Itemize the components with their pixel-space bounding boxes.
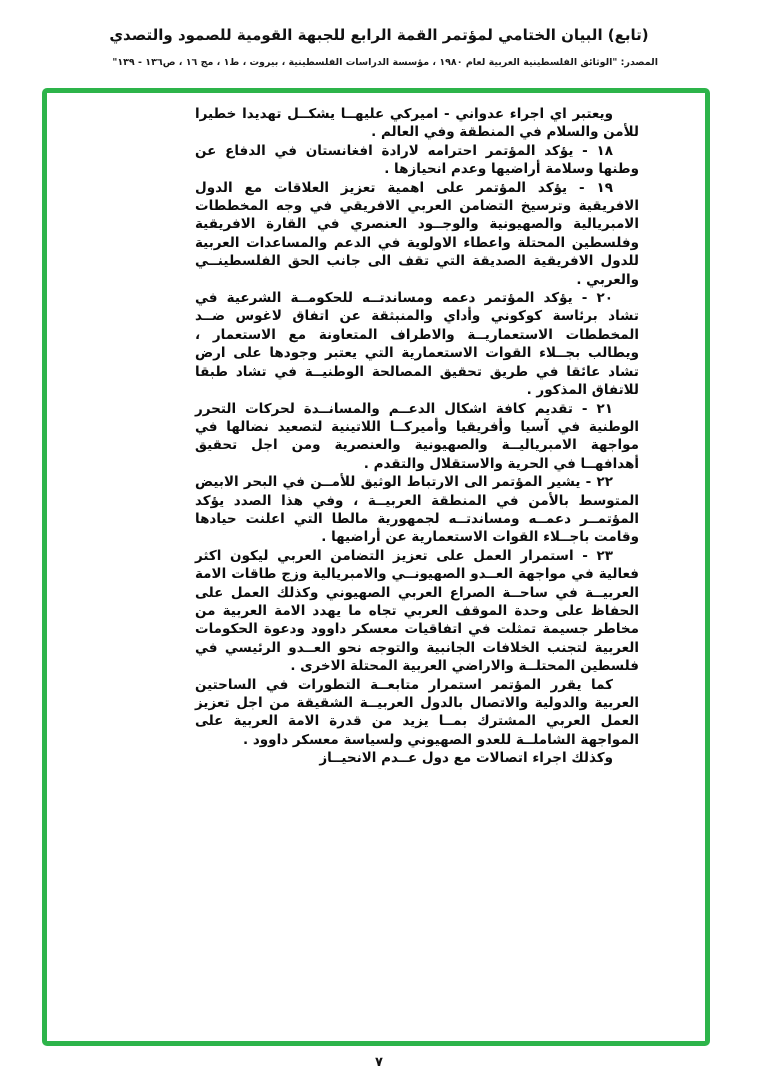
paragraph-item-21: ٢١ - تقديم كافة اشكال الدعــم والمسانــدة لحركات التحرر الوطنية في آسيا وأفريقيا وأميركــا اللاتينية لتصعيد نضالها في مواجهة الامبرياليــة والصهيونية والعنصرية ومن اجل تحقيق أهدافهــا في الحرية والاستقلال والتقدم . [195, 400, 639, 472]
paragraph-closing-1: كما يقرر المؤتمر استمرار متابعــة التطورات في الساحتين العربية والدولية والاتصال بالدول العربيــة الشقيقة من اجل تعزيز العمل العربي المشترك بمــا يزيد من قدرة الامة العربية على المواجهة الشاملــة للعدو الصهيوني ولسياسة معسكر داوود . [195, 676, 639, 748]
content-border-box [42, 88, 710, 1046]
paragraph-closing-2: وكذلك اجراء اتصالات مع دول عــدم الانحيــاز [319, 750, 613, 767]
source-citation: المصدر: "الوثائق الفلسطينية العربية لعام ١٩٨٠ ، مؤسسة الدراسات الفلسطينية ، بيروت ، ط١ ، مج ١٦ ، ص١٣٦ - ١٣٩" [112, 57, 658, 68]
paragraph-continuation: ويعتبر اي اجراء عدواني - اميركي عليهــا يشكــل تهديدا خطيرا للأمن والسلام في المنطقة وفي العالم . [195, 106, 639, 141]
paragraph-item-20: ٢٠ - يؤكد المؤتمر دعمه ومساندتــه للحكومــة الشرعية في تشاد برئاسة كوكوني وأداي والمنبثقة عن اتفاق لاغوس ضــد المخططات الاستعماريــة والاطراف المتعاونة مع الاستعمار ، ويطالب بجــلاء القوات الاستعمارية التي يعتبر وجودها على ارض تشاد عائقا في طريق تحقيق المصالحة الوطنيــة في تشاد طبقا للاتفاق المذكور . [195, 290, 639, 399]
document-body [195, 105, 639, 768]
paragraph-item-23: ٢٣ - استمرار العمل على تعزيز التضامن العربي ليكون اكثر فعالية في مواجهة العــدو الصهيونــي والامبريالية وزج طاقات الامة العربيــة في ساحــة الصراع العربي الصهيوني وكذلك العمل على الحفاظ على وحدة الموقف العربي تجاه ما يهدد الامة العربية من مخاطر جسيمة تمثلت في اتفاقيات معسكر داوود ودعوة الحكومات العربية لتجنب الخلافات الجانبية والتوجه نحو العــدو الرئيسي في فلسطين المحتلــة والاراضي العربية المحتلة الاخرى . [195, 547, 639, 675]
document-title: (تابع) البيان الختامي لمؤتمر القمة الرابع للجبهة القومية للصمود والتصدي [109, 26, 649, 44]
paragraph-item-19: ١٩ - يؤكد المؤتمر على اهمية تعزيز العلاقات مع الدول الافريقية وترسيخ التضامن العربي الافريقي في وجه المخططات الامبريالية والصهيونية والوجــود العنصري في القارة الافريقية وفلسطين المحتلة واعطاء الاولوية في الدعم والمساعدات العربية للدول الافريقية الصديقة التي تقف الى جانب الحق الفلسطينــي والعربي . [195, 179, 639, 288]
paragraph-item-22: ٢٢ - يشير المؤتمر الى الارتباط الوثيق للأمــن في البحر الابيض المتوسط بالأمن في المنطقة العربيــة ، وفي هذا الصدد يؤكد المؤتمــر دعمــه ومساندتــه لجمهورية مالطا التي اعلنت حيادها وقامت باجــلاء القوات الاستعمارية عن أراضيها . [195, 474, 639, 546]
paragraph-item-18: ١٨ - يؤكد المؤتمر احترامه لارادة افغانستان في الدفاع عن وطنها وسلامة أراضيها وعدم انحيازها . [195, 142, 639, 178]
page-number: ٧ [375, 1055, 383, 1070]
